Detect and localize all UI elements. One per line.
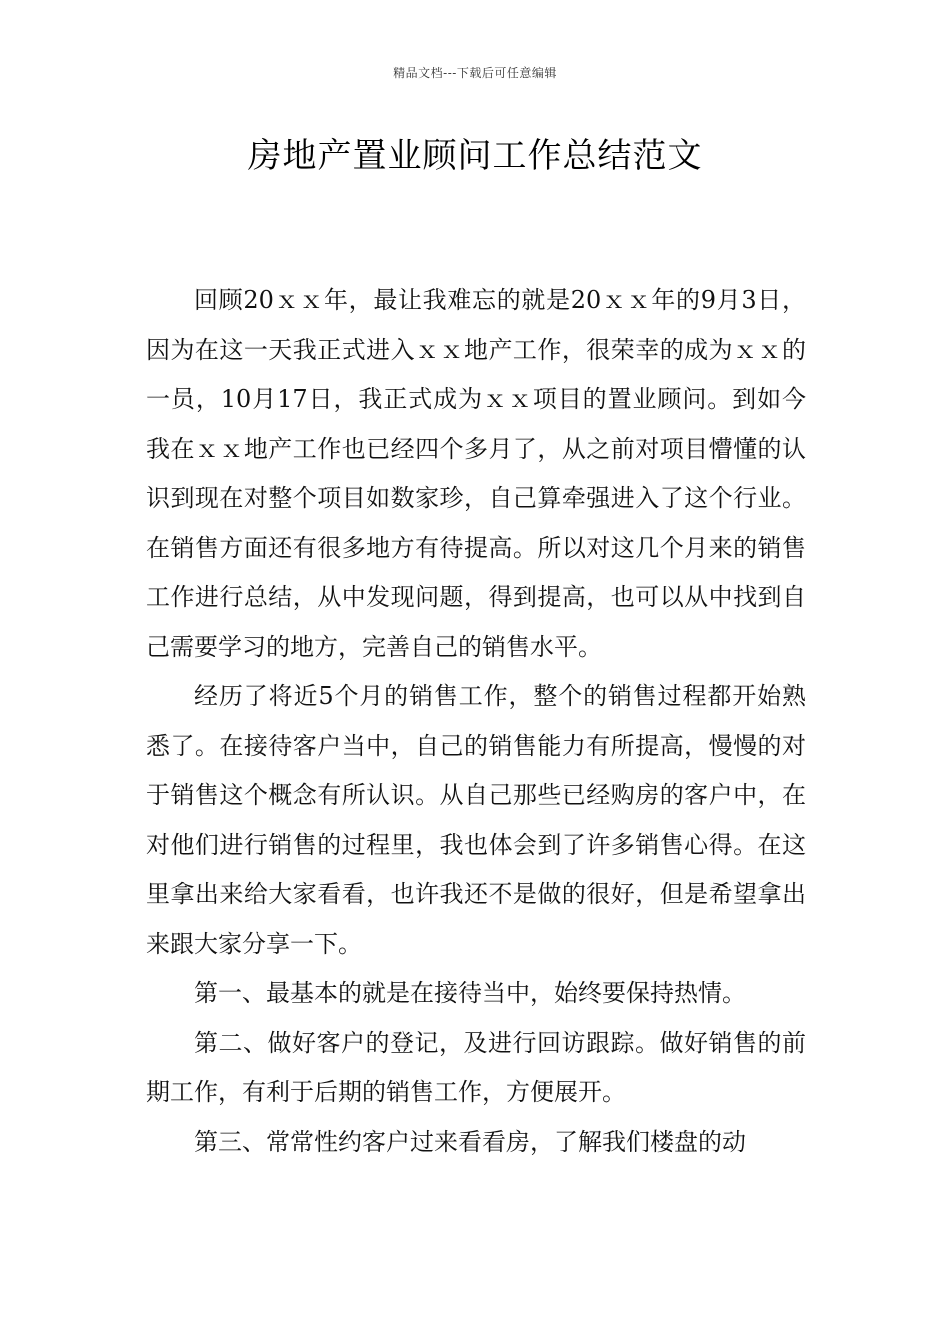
header-note: 精品文档---下载后可任意编辑 <box>393 66 557 80</box>
paragraph: 第三、常常性约客户过来看看房，了解我们楼盘的动 <box>194 1127 746 1156</box>
document-title: 房地产置业顾问工作总结范文 <box>247 136 703 176</box>
document-body <box>146 276 806 1167</box>
paragraph: 经历了将近5个月的销售工作，整个的销售过程都开始熟悉了。在接待客户当中，自己的销售能力有所提高，慢慢的对于销售这个概念有所认识。从自己那些已经购房的客户中，在对他们进行销售的过程里，我也体会到了许多销售心得。在这里拿出来给大家看看，也许我还不是做的很好，但是希望拿出来跟大家分享一下。 <box>146 682 806 958</box>
paragraph: 回顾20ｘｘ年，最让我难忘的就是20ｘｘ年的9月3日，因为在这一天我正式进入ｘｘ地产工作，很荣幸的成为ｘｘ的一员，10月17日，我正式成为ｘｘ项目的置业顾问。到如今我在ｘｘ地产工作也已经四个多月了，从之前对项目懵懂的认识到现在对整个项目如数家珍，自己算牵强进入了这个行业。在销售方面还有很多地方有待提高。所以对这几个月来的销售工作进行总结，从中发现问题，得到提高，也可以从中找到自己需要学习的地方，完善自己的销售水平。 <box>146 286 806 661</box>
paragraph: 第一、最基本的就是在接待当中，始终要保持热情。 <box>194 979 746 1007</box>
paragraph: 第二、做好客户的登记，及进行回访跟踪。做好销售的前期工作，有利于后期的销售工作，方便展开。 <box>146 1028 806 1106</box>
